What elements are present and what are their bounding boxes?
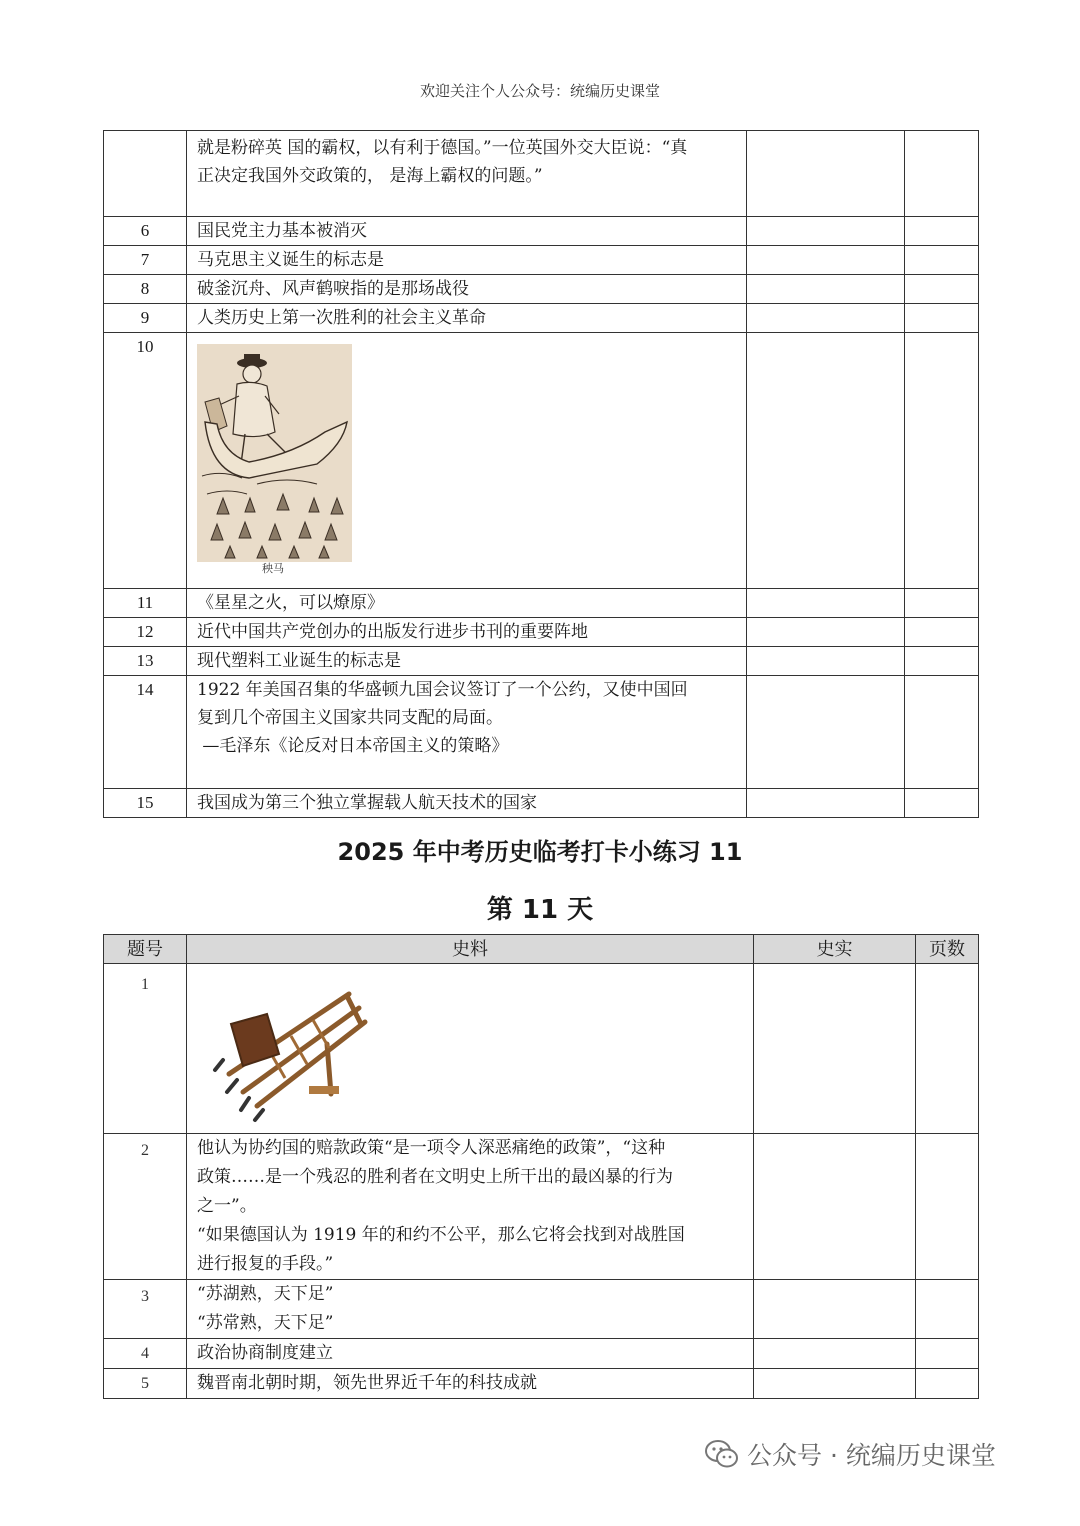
source-cell: “苏湖熟，天下足” “苏常熟，天下足” xyxy=(187,1280,754,1339)
watermark-text: 公众号 · 统编历史课堂 xyxy=(747,1441,996,1470)
fact-cell[interactable] xyxy=(747,618,905,647)
fact-cell[interactable] xyxy=(747,275,905,304)
table-row xyxy=(104,1280,979,1339)
header-num: 题号 xyxy=(104,935,187,964)
row-number: 8 xyxy=(104,275,187,304)
table-row xyxy=(104,964,979,1134)
exercise-title: 2025 年中考历史临考打卡小练习 11 xyxy=(337,838,743,866)
header-source: 史料 xyxy=(187,935,754,964)
fact-cell[interactable] xyxy=(754,1134,916,1280)
source-cell: 就是粉碎英 国的霸权，以有利于德国。”一位英国外交大臣说：“真 正决定我国外交政策的， 是海上霸权的问题。” xyxy=(187,131,747,217)
source-cell: 现代塑料工业诞生的标志是 xyxy=(187,647,747,676)
source-cell: 《星星之火，可以燎原》 xyxy=(187,589,747,618)
fact-cell[interactable] xyxy=(747,333,905,589)
table-row xyxy=(104,647,979,676)
row-number: 14 xyxy=(104,676,187,789)
page-cell[interactable] xyxy=(905,333,979,589)
row-number: 3 xyxy=(104,1280,187,1339)
table-row xyxy=(104,131,979,217)
image-caption: 秧马 xyxy=(262,562,284,575)
fact-cell[interactable] xyxy=(754,964,916,1134)
row-number: 2 xyxy=(104,1134,187,1280)
page-cell[interactable] xyxy=(905,275,979,304)
page-cell[interactable] xyxy=(916,1369,979,1399)
fact-cell[interactable] xyxy=(754,1280,916,1339)
table-row xyxy=(104,217,979,246)
table-row xyxy=(104,1339,979,1369)
row-number: 4 xyxy=(104,1339,187,1369)
table-row xyxy=(104,789,979,818)
row-number: 12 xyxy=(104,618,187,647)
row-number: 15 xyxy=(104,789,187,818)
source-cell xyxy=(187,333,747,589)
header-page: 页数 xyxy=(916,935,979,964)
table-row xyxy=(104,676,979,789)
row-number: 9 xyxy=(104,304,187,333)
source-cell: 我国成为第三个独立掌握载人航天技术的国家 xyxy=(187,789,747,818)
row-number: 1 xyxy=(104,964,187,1134)
wechat-watermark xyxy=(705,1436,996,1472)
page-cell[interactable] xyxy=(905,131,979,217)
source-cell: 马克思主义诞生的标志是 xyxy=(187,246,747,275)
fact-cell[interactable] xyxy=(747,589,905,618)
table-row xyxy=(104,246,979,275)
source-cell: 他认为协约国的赔款政策“是一项令人深恶痛绝的政策”，“这种 政策……是一个残忍的胜利者在文明史上所干出的最凶暴的行为 之一”。 “如果德国认为 1919 年的和约不公平，那么它将会找到对战胜国 进行报复的手段。” xyxy=(187,1134,754,1280)
row-number: 6 xyxy=(104,217,187,246)
source-cell: 1922 年美国召集的华盛顿九国会议签订了一个公约，又使中国回 复到几个帝国主义国家共同支配的局面。 —毛泽东《论反对日本帝国主义的策略》 xyxy=(187,676,747,789)
source-cell: 魏晋南北朝时期，领先世界近千年的科技成就 xyxy=(187,1369,754,1399)
table-row xyxy=(104,275,979,304)
table-row xyxy=(104,1134,979,1280)
day-title: 第 11 天 xyxy=(486,895,594,925)
page-cell[interactable] xyxy=(916,1280,979,1339)
exercise-table-previous xyxy=(103,130,979,818)
wechat-icon xyxy=(705,1438,739,1470)
source-cell: 国民党主力基本被消灭 xyxy=(187,217,747,246)
page-cell[interactable] xyxy=(916,1134,979,1280)
yangma-illustration xyxy=(197,344,352,562)
table-row xyxy=(104,589,979,618)
page-cell[interactable] xyxy=(905,676,979,789)
page-cell[interactable] xyxy=(916,1339,979,1369)
page-cell[interactable] xyxy=(916,964,979,1134)
fact-cell[interactable] xyxy=(754,1339,916,1369)
fact-cell[interactable] xyxy=(747,217,905,246)
source-cell: 近代中国共产党创办的出版发行进步书刊的重要阵地 xyxy=(187,618,747,647)
fact-cell[interactable] xyxy=(747,304,905,333)
fact-cell[interactable] xyxy=(747,647,905,676)
page-cell[interactable] xyxy=(905,618,979,647)
table-row xyxy=(104,1369,979,1399)
source-cell: 人类历史上第一次胜利的社会主义革命 xyxy=(187,304,747,333)
page-cell[interactable] xyxy=(905,304,979,333)
table-row xyxy=(104,304,979,333)
exercise-table-day-11 xyxy=(103,934,979,1399)
table-row xyxy=(104,618,979,647)
source-cell xyxy=(187,964,754,1134)
waterwheel-photo xyxy=(209,974,369,1124)
source-cell: 破釜沉舟、风声鹤唳指的是那场战役 xyxy=(187,275,747,304)
row-number: 10 xyxy=(104,333,187,589)
page-cell[interactable] xyxy=(905,589,979,618)
table-header-row xyxy=(104,935,979,964)
table-row xyxy=(104,333,979,589)
header-note: 欢迎关注个人公众号：统编历史课堂 xyxy=(419,82,660,100)
page-cell[interactable] xyxy=(905,246,979,275)
fact-cell[interactable] xyxy=(747,246,905,275)
row-number: 13 xyxy=(104,647,187,676)
row-number: 7 xyxy=(104,246,187,275)
page-cell[interactable] xyxy=(905,789,979,818)
fact-cell[interactable] xyxy=(747,131,905,217)
page-cell[interactable] xyxy=(905,217,979,246)
row-number: 5 xyxy=(104,1369,187,1399)
fact-cell[interactable] xyxy=(747,676,905,789)
fact-cell[interactable] xyxy=(754,1369,916,1399)
fact-cell[interactable] xyxy=(747,789,905,818)
header-fact: 史实 xyxy=(754,935,916,964)
row-number: 11 xyxy=(104,589,187,618)
page-cell[interactable] xyxy=(905,647,979,676)
source-cell: 政治协商制度建立 xyxy=(187,1339,754,1369)
